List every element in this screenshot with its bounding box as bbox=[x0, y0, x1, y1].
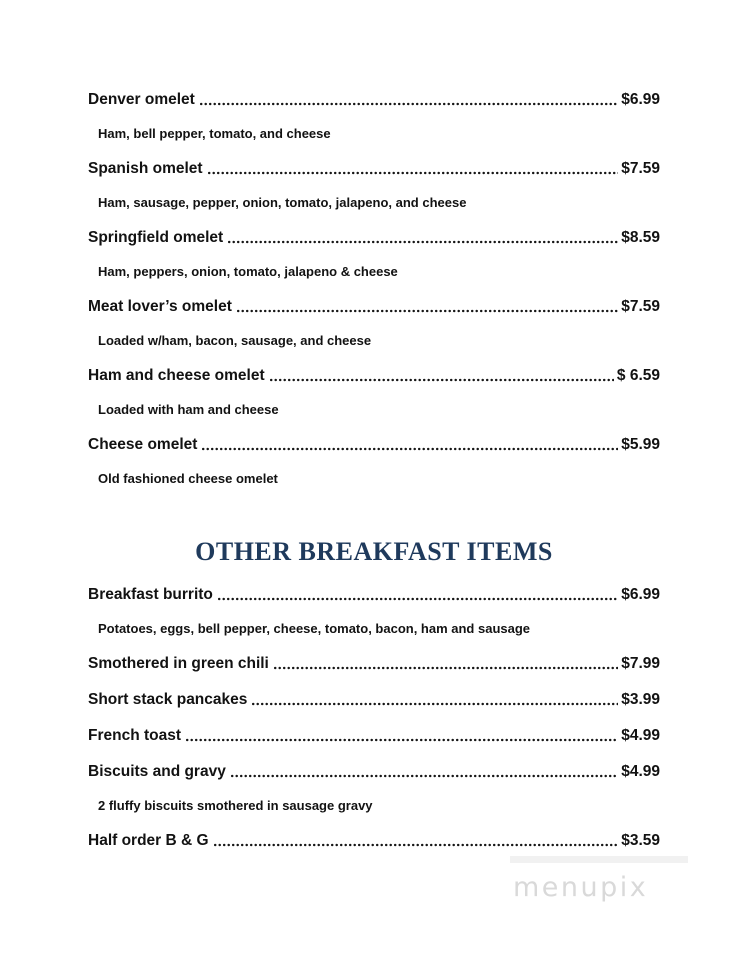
dot-leader bbox=[185, 726, 618, 746]
menu-item-description: Loaded w/ham, bacon, sausage, and cheese bbox=[98, 333, 372, 348]
menu-item-price: $8.59 bbox=[621, 229, 660, 246]
menu-item-name: Denver omelet bbox=[88, 91, 195, 108]
menu-item-description: Ham, bell pepper, tomato, and cheese bbox=[98, 126, 331, 141]
menu-item-row bbox=[88, 159, 660, 179]
menu-item-price: $7.99 bbox=[621, 655, 660, 672]
dot-leader bbox=[251, 690, 618, 710]
menu-item-name: Springfield omelet bbox=[88, 229, 224, 246]
menu-item-name: Cheese omelet bbox=[88, 436, 198, 453]
menu-item-description: Ham, peppers, onion, tomato, jalapeno & cheese bbox=[98, 264, 398, 279]
dot-leader bbox=[236, 297, 618, 317]
dot-leader bbox=[269, 366, 614, 386]
menu-item-description: 2 fluffy biscuits smothered in sausage gravy bbox=[98, 798, 373, 813]
menu-item-name: Meat lover’s omelet bbox=[88, 298, 232, 315]
menu-item-price: $6.99 bbox=[621, 91, 660, 108]
section-title-other-breakfast-items: OTHER BREAKFAST ITEMS bbox=[195, 537, 553, 566]
menu-item-description: Loaded with ham and cheese bbox=[98, 402, 279, 417]
dot-leader bbox=[213, 831, 619, 851]
dot-leader bbox=[199, 90, 618, 110]
menu-item-row bbox=[88, 690, 660, 710]
watermark-bar bbox=[510, 856, 688, 863]
menu-item-name: Smothered in green chili bbox=[88, 655, 269, 672]
dot-leader bbox=[230, 762, 618, 782]
menu-item-name: Half order B & G bbox=[88, 832, 209, 849]
menu-item-row bbox=[88, 726, 660, 746]
menu-item-price: $7.59 bbox=[621, 160, 660, 177]
menu-item-row bbox=[88, 762, 660, 782]
section-other-breakfast-items bbox=[88, 585, 660, 851]
menu-item-price: $ 6.59 bbox=[616, 367, 660, 384]
menu-item-row bbox=[88, 435, 660, 455]
menu-item-description: Ham, sausage, pepper, onion, tomato, jalapeno, and cheese bbox=[98, 195, 467, 210]
menu-item-price: $7.59 bbox=[621, 298, 660, 315]
dot-leader bbox=[217, 585, 618, 605]
menu-item-name: Ham and cheese omelet bbox=[88, 367, 265, 384]
menu-item-description: Old fashioned cheese omelet bbox=[98, 471, 278, 486]
menu-item-row bbox=[88, 585, 660, 605]
menu-item-row bbox=[88, 366, 660, 386]
menu-item-price: $4.99 bbox=[621, 763, 660, 780]
menu-item-price: $3.99 bbox=[621, 691, 660, 708]
menu-item-name: French toast bbox=[88, 727, 182, 744]
menupix-watermark: menupix bbox=[513, 872, 649, 903]
menu-item-row bbox=[88, 831, 660, 851]
menu-item-row bbox=[88, 90, 660, 110]
menu-item-name: Short stack pancakes bbox=[88, 691, 248, 708]
menu-content bbox=[88, 90, 660, 851]
menu-item-price: $5.99 bbox=[621, 436, 660, 453]
menu-item-row bbox=[88, 654, 660, 674]
dot-leader bbox=[227, 228, 618, 248]
dot-leader bbox=[273, 654, 618, 674]
menu-item-row bbox=[88, 297, 660, 317]
menu-item-price: $4.99 bbox=[621, 727, 660, 744]
menu-item-price: $6.99 bbox=[621, 586, 660, 603]
menu-item-description: Potatoes, eggs, bell pepper, cheese, tomato, bacon, ham and sausage bbox=[98, 621, 531, 636]
section-omelets bbox=[88, 90, 660, 488]
menu-item-row bbox=[88, 228, 660, 248]
dot-leader bbox=[201, 435, 618, 455]
menu-item-name: Spanish omelet bbox=[88, 160, 203, 177]
menu-item-name: Biscuits and gravy bbox=[88, 763, 226, 780]
dot-leader bbox=[207, 159, 619, 179]
menu-item-name: Breakfast burrito bbox=[88, 586, 213, 603]
menu-item-price: $3.59 bbox=[621, 832, 660, 849]
